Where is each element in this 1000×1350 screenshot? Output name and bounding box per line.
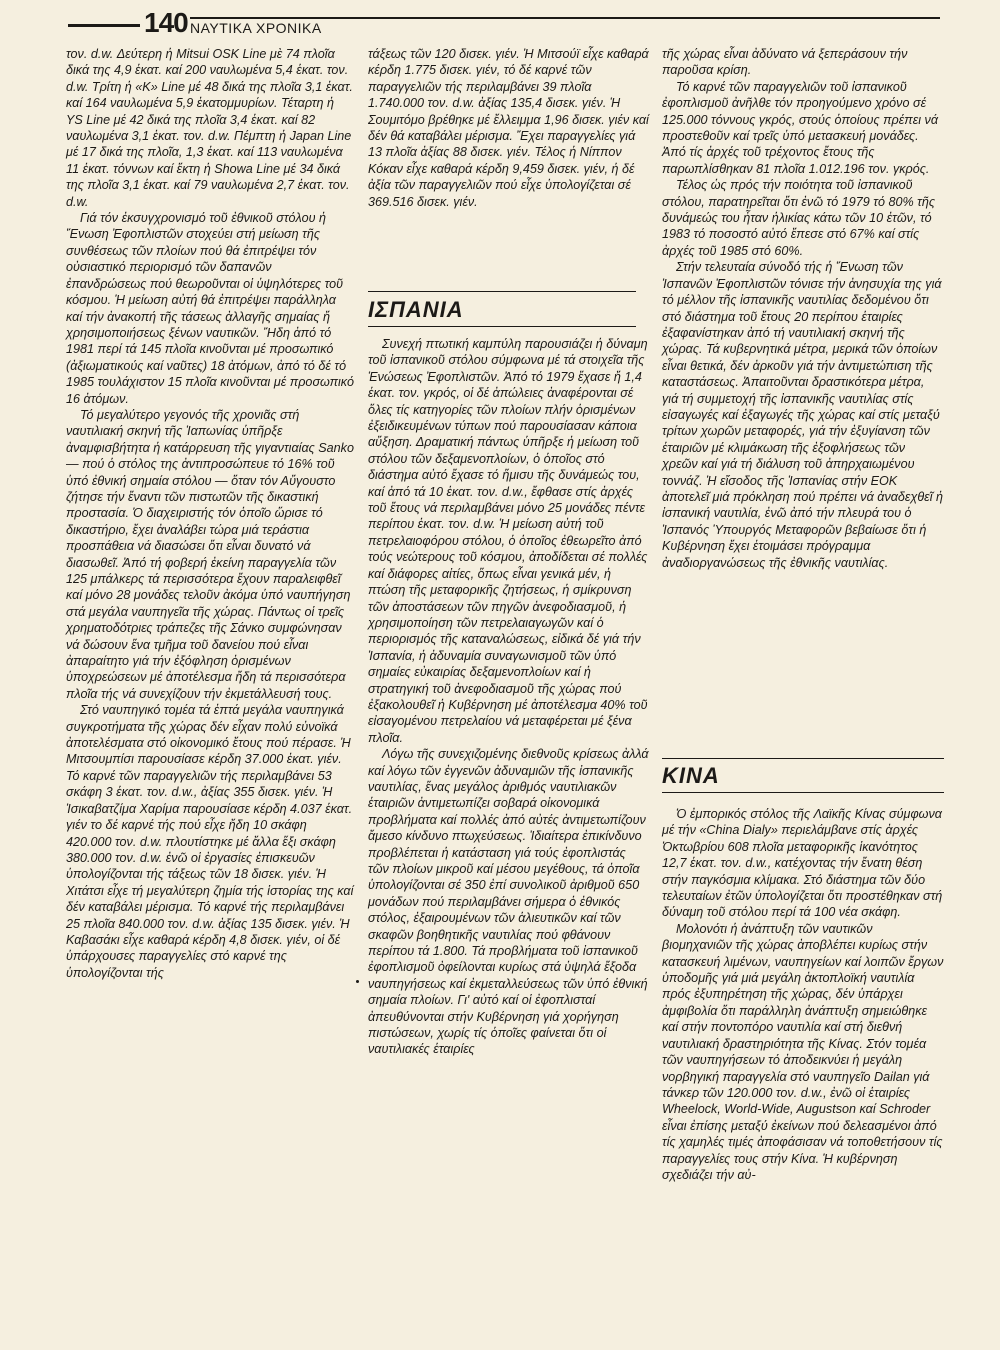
column-1-paragraph: Γιά τόν ἐκσυγχρονισμό τοῦ ἐθνικοῦ στόλου ἡ Ἕνωση Ἐφοπλιστῶν στοχεύει στή μείωση τῆς συνθέσεως τῶν πλοίων πού θά ἐπιτρέψει τόν οὐσιαστικό περιορισμό τῶν δαπανῶν ἐπανδρώσεως πού θεωροῦνται οἱ ὑψηλότερες τοῦ κόσμου. Ἡ μείωση αὐτή θά ἐπιτρέψει παράλληλα καί τήν ἀνακοπή τῆς τάσεως ἀλλαγῆς σημαίας ἤ χρησιμοποιήσεως ξένων ναυτικῶν. Ἤδη ἀπό τό 1981 περί τά 145 πλοῖα κινοῦνται μέ προσωπικό (ἀξιωματικούς καί ναῦτες) 18 ἀτόμων, ἀπό τό δέ τό 1985 τουλάχιστον 15 πλοῖα κινοῦνται μέ προσωπικό 16 ἀτόμων. bbox=[66, 211, 354, 406]
china-paragraph: Μολονότι ἡ ἀνάπτυξη τῶν ναυτικῶν βιομηχανιῶν τῆς χώρας ἀποβλέπει κυρίως στήν κατασκευή λιμένων, ναυπηγείων καί λοιπῶν ἔργων ὑποδομῆς γιά μιά μεγάλη ἀκτοπλοϊκή ναυτιλία πρός ἐξυπηρέτηση τῆς χώρας, δέν ὑπάρχει ἀμφιβολία ὅτι παράλληλη ἀνάπτυξη σημειώθηκε καί στήν ποντοπόρο ναυτιλία καί στή διεθνή ναυτιλιακή δραστηριότητα τῆς Κίνας. Στόν τομέα τῶν ναυπηγήσεων τό ἀποδεικνύει ἡ μεγάλη νορβηγική παραγγελία στό ναυπηγεῖο Dailan γιά τάνκερ τῶν 120.000 τον. d.w., ἐνῶ οἱ ἑταιρίες Wheelock, World-Wide, Augustson καί Schroder εἶναι ἐπίσης μεταξύ ἐκείνων πού δελεασμένοι ἀπό τίς χαμηλές τιμές ἀποφάσισαν νά τοποθετήσουν τίς παραγγελίες τους στήν Κίνα. Ἡ κυβέρνηση σχεδιάζει τήν αὐ- bbox=[662, 921, 944, 1182]
stray-print-dot bbox=[356, 980, 359, 983]
column-3-top bbox=[662, 46, 944, 571]
column-1-paragraph: Στό ναυπηγικό τομέα τά ἑπτά μεγάλα ναυπηγικά συγκροτήματα τῆς χώρας δέν εἶχαν πολύ εὐνοϊκά ἀποτελέσματα στό οἰκονομικό ἔτους πού πέρασε. Ἡ Μιτσουμπίσι παρουσίασε κέρδη 37.000 ἑκατ. γιέν. Τό καρνέ τῶν παραγγελιῶν τής περιλαμβάνει 53 σκάφη 3 ἑκατ. τον. d.w., ἀξίας 355 δισεκ. γιέν. Ἡ Ἰσικαβατζίμα Χαρίμα παρουσίασε κέρδη 4.037 ἑκατ. γιέν το δέ καρνέ τής πού εἶχε ἤδη 10 σκάφη 420.000 τον. d.w. πλουτίστηκε μέ ἄλλα ἕξι σκάφη 380.000 τον. d.w. ἐνῶ οἱ ἐργασίες ἐπισκευῶν ὑπολογίζονται τής τάξεως τῶν 18 δισεκ. γιέν. Ἡ Χιτάτσι εἶχε τή μεγαλύτερη ζημία τής ἱστορίας της καί δέν καταβάλει μέρισμα. Τό καρνέ τής περιλαμβάνει 25 πλοῖα 840.000 τον. d.w. ἀξίας 135 δισεκ. γιέν. Ἡ Καβασάκι εἶχε καθαρά κέρδη 4,8 δισεκ. γιέν, οἱ δέ ὑπάρχουσες παραγγελίες στό καρνέ της ὑπολογίζονται τής bbox=[66, 703, 354, 980]
china-section-rule bbox=[662, 758, 944, 759]
china-paragraph: Ὁ ἐμπορικός στόλος τῆς Λαϊκῆς Κίνας σύμφωνα μέ τήν «China Dialy» περιελάμβανε στίς ἀρχές Ὀκτωβρίου 608 πλοῖα μεταφορικῆς ἱκανότητος 12,7 ἑκατ. τον. d.w., κατέχοντας τήν ἔνατη θέση στήν παγκόσμια κλίμακα. Στό διάστημα τῶν δύο τελευταίων ἐτῶν ὑπολογίζεται ὅτι προστέθηκαν στή δύναμη τοῦ στόλου περί τά 100 νέα σκάφη. bbox=[662, 807, 943, 920]
column-1-paragraph: Τό μεγαλύτερο γεγονός τῆς χρονιᾶς στή ναυτιλιακή σκηνή τῆς Ἰαπωνίας ὑπῆρξε ἀναμφισβήτητα ἡ κατάρρευση τῆς γιγαντιαίας Sanko — πού ὁ στόλος της ἀντιπροσώπευε τό 16% τοῦ ὑπό ἐθνική σημαία στόλου — ὅταν τόν Αὔγουστο ζήτησε τήν ἔναντι τῶν πιστωτῶν τῆς δικαστική προστασία. Ὁ διαχειριστής τόν ὁποῖο ὥρισε τό δικαστήριο, ἔχει ἀναλάβει τώρα μιά τεράστια προσπάθεια νά διασώσει ὅτι εἶναι δυνατό νά διασωθεῖ. Ἀπό τή φοβερή ἐκείνη παραγγελία τῶν 125 μπάλκερς τά περισσότερα ἔχουν παραλειφθεῖ καί μόνο 28 μονάδες τελοῦν ἀκόμα ὑπό ναυπήγηση στά μεγάλα ναυπηγεῖα τῆς χώρας. Πάντως οἱ τρεῖς χρηματοδότριες τράπεζες τῆς Σάνκο συμφώνησαν νά δώσουν ἕνα τμῆμα τοῦ δανείου πού εἶναι ἀπαραίτητο γιά τήν ἐξόφληση ὁρισμένων ὑποχρεώσεων μέ ἀποτέλεσμα ἤδη τά περισσότερα πλοῖα τής νά συνεχίζουν τήν ἐκμετάλλευσή τους. bbox=[66, 407, 354, 701]
spain-section-body bbox=[368, 336, 650, 1058]
spain-section-rule bbox=[368, 291, 636, 292]
china-heading: ΚΙΝΑ bbox=[662, 763, 720, 788]
spain-paragraph: Συνεχή πτωτική καμπύλη παρουσιάζει ἡ δύναμη τοῦ ἰσπανικοῦ στόλου σύμφωνα μέ τά στοιχεῖα τῆς Ἑνώσεως Ἐφοπλιστῶν. Ἀπό τό 1979 ἔχασε ἤ 1,4 ἑκατ. τον. γκρός, οἱ δέ ἀπώλειες ἀναφέρονται σέ ὅλες τίς κατηγορίες τῶν πλοίων πλήν ὁρισμένων ἐξειδικευμένων τύπων πού παρουσίασαν κάποια αὔξηση. Δραματική πάντως ὑπῆρξε ἡ μείωση τοῦ στόλου τῶν δεξαμενοπλοίων, ὁ ὁποῖος στό διάστημα αὐτό ἔχασε τό ἥμισυ τῆς δυνάμεώς του, καί ἀπό τά 10 ἑκατ. τον. d.w., ἔφθασε στίς ἀρχές τοῦ ἔτους νά περιλαμβάνει μόνο 25 μονάδες πέντε περίπου ἑκατ. τον. d.w. Ἡ μείωση αὐτή τοῦ πετρελαιοφόρου στόλου, ὁ ὁποῖος ἐθεωρεῖτο ἀπό τούς νεώτερους τοῦ κόσμου, ἀποδίδεται σέ πολλές καί διάφορες αἰτίες, ὅπως εἶναι γενικά μέν, ἡ πτώση τῆς μεταφορικῆς ζητήσεως, ἡ σμίκρυνση τῶν ἀποστάσεων τῶν πηγῶν ἀνεφοδιασμοῦ, ἡ χρησιμοποίηση τῶν πετρελαιαγωγῶν καί ὁ περιορισμός τῆς καταναλώσεως, εἰδικά δέ γιά τήν Ἰσπανία, ἡ ἀδυναμία συναγωνισμοῦ τῶν ὑπό σημαίες εὐκαιρίας δεξαμενοπλοίων καί ἡ στρατηγική τοῦ ἀνεφοδιασμοῦ τῆς χώρας πού ἐξακολουθεῖ ἡ Κυβέρνηση μέ ἀποτέλεσμα 40% τοῦ εἰσαγομένου πετρελαίου νά μεταφέρεται μέ ξένα πλοῖα. bbox=[368, 337, 648, 745]
spain-heading: ΙΣΠΑΝΙΑ bbox=[368, 297, 464, 322]
header-rule-left bbox=[68, 24, 140, 27]
spain-heading-underline bbox=[368, 326, 636, 327]
column-1-paragraph: τον. d.w. Δεύτερη ἡ Mitsui OSK Line μὲ 74 πλοῖα δικά της 4,9 ἑκατ. καί 200 ναυλωμένα 5,4 ἑκατ. τον. d.w. Τρίτη ἡ «Κ» Line μέ 48 δικά της πλοῖα 3,1 ἑκατ. καί 164 ναυλωμένα 5,9 ἑκατομμυρίων. Τέταρτη ἡ YS Line μέ 42 δικά της πλοῖα 3,4 ἑκατ. καί 82 ναυλωμένα 3,1 ἑκατ. τον. d.w. Πέμπτη ἡ Japan Line μέ 17 δικά της πλοῖα, 1,3 ἑκατ. καί 113 ναυλωμένα 11 ἑκατ. τόννων καί ἕκτη ἡ Showa Line μέ 34 δικά της πλοῖα 3,1 ἑκατ. καί 79 ναυλωμένα 2,7 ἑκατ. τον. d.w. bbox=[66, 47, 353, 209]
china-heading-underline bbox=[662, 792, 944, 793]
china-section-body bbox=[662, 806, 944, 1183]
column-2-top bbox=[368, 46, 650, 210]
column-2-paragraph: τάξεως τῶν 120 δισεκ. γιέν. Ἡ Μιτσούϊ εἶχε καθαρά κέρδη 1.775 δισεκ. γιέν, τό δέ καρνέ τῶν παραγγελιῶν τής περιλαμβάνει 39 πλοῖα 1.740.000 τον. d.w. ἀξίας 135,4 δισεκ. γιέν. Ἡ Σουμιτόμο βρέθηκε μέ ἔλλειμμα 1,96 δισεκ. γιέν καί δέν θά καταβάλει μέρισμα. Ἔχει παραγγελίες γιά 13 πλοῖα ἀξίας 88 δισεκ. γιέν. Τέλος ἡ Νίππον Κόκαν εἶχε καθαρά κέρδη 9,459 δισεκ. γιέν, ἡ δέ ἀξία τῶν παραγγελιῶν πού εἶχε ὑπολογίζεται σέ 369.516 δισεκ. γιέν. bbox=[368, 47, 649, 209]
header-rule-right bbox=[190, 17, 940, 19]
column-3-paragraph: Τέλος ὡς πρός τήν ποιότητα τοῦ ἰσπανικοῦ στόλου, παρατηρεῖται ὅτι ἐνῶ τό 1979 τό 80% τῆς δυνάμεώς του ἦταν ἡλικίας κάτω τῶν 10 ἐτῶν, τό 1983 τό ποσοστό αὐτό ἔπεσε στό 67% καί στίς ἀρχές τοῦ 1985 στό 60%. bbox=[662, 178, 935, 258]
page-number: 140 bbox=[144, 7, 188, 38]
column-3-paragraph: Τό καρνέ τῶν παραγγελιῶν τοῦ ἰσπανικοῦ ἐφοπλισμοῦ ἀνῆλθε τόν προηγούμενο χρόνο σέ 125.000 τόννους γκρός, στούς ὁποίους πρέπει νά προστεθοῦν καί τρεῖς ὑπό μετασκευή μονάδες. Ἀπό τίς ἀρχές τοῦ τρέχοντος ἔτους τῆς παρωπλίσθηκαν 81 πλοῖα 1.012.196 τον. γκρός. bbox=[662, 79, 939, 176]
column-1 bbox=[66, 46, 354, 981]
column-3-paragraph: Στήν τελευταία σύνοδό τής ἡ Ἕνωση τῶν Ἰσπανῶν Ἐφοπλιστῶν τόνισε τήν ἀνησυχία της γιά τό μέλλον τῆς ἰσπανικῆς ναυτιλίας δεδομένου ὅτι στό διάστημα τοῦ ἔτους 20 περίπου ἑταιρίες ἐξαφανίστηκαν ἀπό τή ναυτιλιακή σκηνή τῆς χώρας. Τά κυβερνητικά μέτρα, μερικά τῶν ὁποίων εἶναι θετικά, δέν ἀρκοῦν γιά τήν ἀντιμετώπιση τῆς καταστάσεως. Ἀπαιτοῦνται δραστικότερα μέτρα, γιά τή συμμετοχή τῆς ἰσπανικῆς ναυτιλίας στίς εἰσαγωγές καί ἐξαγωγές τῆς χώρας καί στίς μεταξύ τρίτων χωρῶν μεταφορές, γιά τήν ἐξυγίανση τῶν ἑταιριῶν μέ κλιμάκωση τῆς ἐξοφλήσεως τῶν χρεῶν καί γιά τή διάλυση τοῦ ἀπηρχαιωμένου τοννάζ. Ἡ εἴσοδος τῆς Ἰσπανίας στήν ΕΟΚ ἀποτελεῖ μιά πρόκληση πού πρέπει νά ἀναδεχθεῖ ἡ ἰσπανική ναυτιλία, ἐνῶ ἀπό τήν πλευρά του ὁ Ἰσπανός Ὑπουργός Μεταφορῶν βεβαίωσε ὅτι ἡ Κυβέρνηση ἔχει ἑτοιμάσει πρόγραμμα ἀναδιοργανώσεως τῆς ἐθνικῆς ναυτιλίας. bbox=[662, 260, 943, 570]
column-3-paragraph: τῆς χώρας εἶναι ἀδύνατο νά ξεπεράσουν τήν παροῦσα κρίση. bbox=[662, 47, 908, 78]
magazine-title: ΝΑΥΤΙΚΑ ΧΡΟΝΙΚΑ bbox=[190, 20, 322, 36]
spain-paragraph: Λόγω τῆς συνεχιζομένης διεθνοῦς κρίσεως ἀλλά καί λόγω τῶν ἐγγενῶν ἀδυναμιῶν τῆς ἰσπανικῆς ναυτιλίας, ἕνας μεγάλος ἀριθμός ναυτιλιακῶν ἑταιριῶν ἀντιμετωπίζει σοβαρά οἰκονομικά προβλήματα καί πολλές ἀπό αὐτές ἀντιμετωπίζουν ἄμεσο κίνδυνο πτωχεύσεως. Ἰδιαίτερα ἐπικίνδυνο προβλέπεται ἡ κατάσταση γιά τούς ἐφοπλιστάς τῶν πλοίων μικροῦ καί μέσου μεγέθους, τά ὁποῖα ὑπολογίζονται σέ 350 ἐπί συνολικοῦ ἀριθμοῦ 650 μονάδων πού περιλαμβάνει σήμερα ὁ ἐθνικός στόλος, ἐξαιρουμένων τῶν ἁλιευτικῶν καί τῶν σκαφῶν βοηθητικῆς ναυτιλίας πού φθάνουν περίπου τά 1.800. Τά προβλήματα τοῦ ἰσπανικοῦ ἐφοπλισμοῦ ὀφείλονται κυρίως στά ὑψηλά ἔξοδα ναυπηγήσεως καί ἐκμεταλλεύσεως τῶν ὑπό ἐθνική σημαία πλοίων. Γι' αὐτό καί οἱ ἐφοπλισταί ἀπευθύνονται στήν Κυβέρνηση γιά χορήγηση πιστώσεων, χωρίς τίς ὁποῖες φαίνεται ὅτι οἱ ναυτιλιακές ἑταιρίες bbox=[368, 747, 649, 1057]
